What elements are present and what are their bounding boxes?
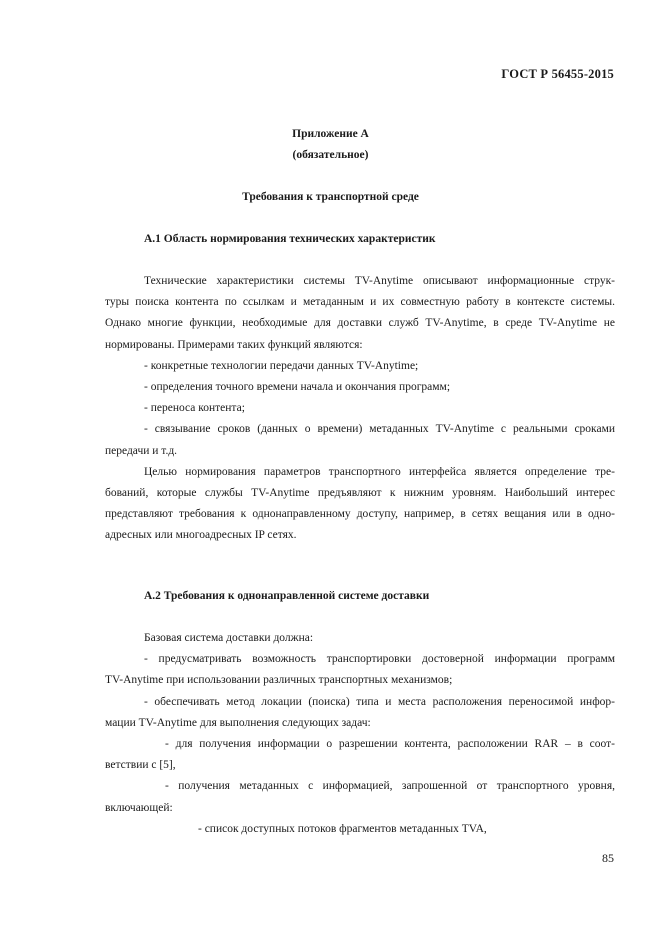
- paragraph-line: нормированы. Примерами таких функций являются:: [105, 338, 363, 351]
- paragraph-line: Целью нормирования параметров транспортного интерфейса является определение тре-: [144, 465, 615, 478]
- sub-sub-list-item: - список доступных потоков фрагментов метаданных TVA,: [198, 822, 487, 835]
- sub-list-item-continuation: включающей:: [105, 801, 173, 814]
- list-item: - конкретные технологии передачи данных TV-Anytime;: [144, 359, 419, 372]
- section-a2-body: [105, 628, 615, 840]
- standard-code: ГОСТ Р 56455-2015: [501, 67, 614, 81]
- list-item: - переноса контента;: [144, 402, 245, 415]
- page-number: 85: [602, 851, 614, 865]
- appendix-title: Приложение А: [292, 128, 369, 140]
- list-item-continuation: TV-Anytime при использовании различных транспортных механизмов;: [105, 674, 453, 687]
- sub-list-item-continuation: ветствии с [5],: [105, 759, 176, 772]
- list-item-continuation: передачи и т.д.: [105, 444, 178, 457]
- sub-list-item: - получения метаданных с информацией, запрошенной от транспортного уровня,: [165, 780, 615, 793]
- appendix-status: (обязательное): [292, 149, 369, 161]
- section-a1-body: [105, 271, 615, 547]
- sub-list-item: - для получения информации о разрешении контента, расположении RAR – в соот-: [165, 738, 615, 751]
- list-item-continuation: мации TV-Anytime для выполнения следующих задач:: [105, 716, 371, 729]
- paragraph-line: Технические характеристики системы TV-Anytime описывают информационные струк-: [144, 275, 615, 287]
- paragraph-line: представляют требования к однонаправленному доступу, например, в сетях вещания или в одно-: [105, 508, 615, 521]
- section-a1-heading: А.1 Область нормирования технических характеристик: [144, 233, 436, 245]
- paragraph-line: бований, которые службы TV-Anytime предъявляют к нижним уровням. Наибольший интерес: [105, 487, 615, 500]
- paragraph-line: адресных или многоадресных IP сетях.: [105, 529, 297, 542]
- list-item: - предусматривать возможность транспортировки достоверной информации программ: [144, 653, 615, 666]
- paragraph-line: Базовая система доставки должна:: [144, 632, 314, 644]
- list-item: - связывание сроков (данных о времени) метаданных TV-Anytime с реальными сроками: [144, 423, 615, 436]
- paragraph-line: туры поиска контента по ссылкам и метаданным и их совместную работу в контексте системы.: [105, 296, 615, 309]
- section-a2-heading: А.2 Требования к однонаправленной системе доставки: [144, 590, 430, 602]
- list-item: - определения точного времени начала и окончания программ;: [144, 381, 451, 394]
- paragraph-line: Однако многие функции, необходимые для доставки служб TV-Anytime, в среде TV-Anytime не: [105, 317, 615, 330]
- list-item: - обеспечивать метод локации (поиска) типа и места расположения переносимой инфор-: [144, 695, 615, 708]
- appendix-subtitle: Требования к транспортной среде: [242, 191, 419, 203]
